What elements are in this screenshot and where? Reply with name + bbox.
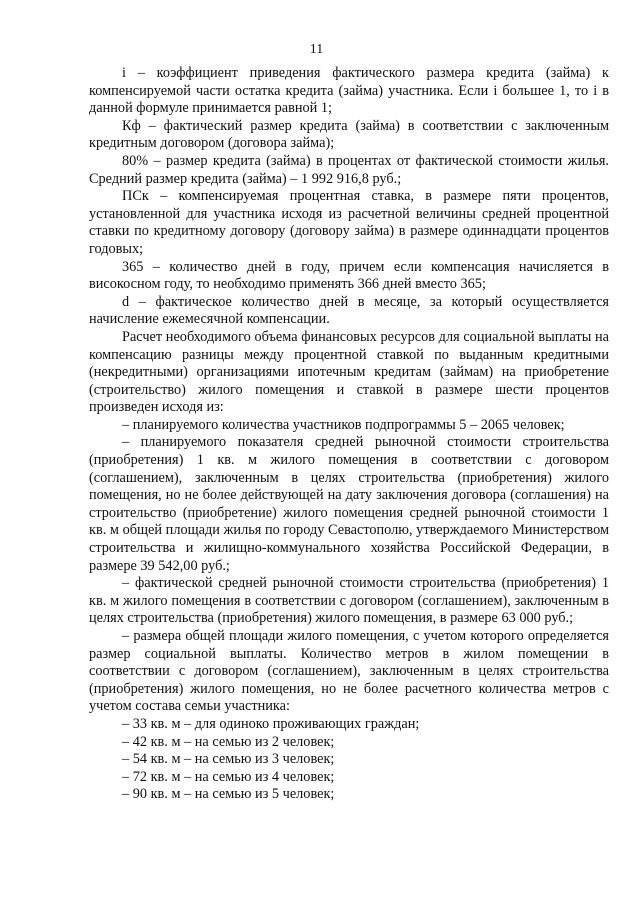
list-item-area-family-3: – 54 кв. м – на семью из 3 человек; <box>122 751 335 768</box>
paragraph-calculation-basis: Расчет необходимого объема финансовых ресурсов для социальной выплаты на компенсацию разницы между процентной ставкой по выданным кредитными (некредитными) организациями ипотечным кредитам (займам) на приобретение (строительство) жилого помещения и ставкой в размере шести процентов произведен исходя из: <box>89 328 609 416</box>
paragraph-d-days: d – фактическое количество дней в месяце, за который осуществляется начисление ежемесячной компенсации. <box>89 293 609 328</box>
list-item-area-family-5: – 90 кв. м – на семью из 5 человек; <box>122 786 335 803</box>
list-item-area-family-2: – 42 кв. м – на семью из 2 человек; <box>122 733 335 750</box>
paragraph-kf: Кф – фактический размер кредита (займа) в соответствии с заключенным кредитным договором (договора займа); <box>89 117 609 152</box>
list-item-total-area: – размера общей площади жилого помещения, с учетом которого определяется размер социальной выплаты. Количество метров в жилом помещении в соответствии с договором (соглашением), заключенным в целях строительства (приобретения) жилого помещения, но не более расчетного количества метров с учетом состава семьи участника: <box>89 628 609 715</box>
list-item-planned-market-cost: – планируемого показателя средней рыночной стоимости строительства (приобретения) 1 кв. м жилого помещения в соответствии с договором (соглашением), заключенным в целях строительства (приобретения) жилого помещения, но не более действующей на дату заключения договора (соглашения) на строительство (приобретение) жилого помещения средней рыночной стоимости 1 кв. м общей площади жилья по городу Севастополю, утверждаемого Министерством строительства и жилищно-коммунального хозяйства Российской Федерации, в размере 39 542,00 руб.; <box>89 434 609 574</box>
paragraph-coefficient-i: i – коэффициент приведения фактического размера кредита (займа) к компенсируемой части остатка кредита (займа) участника. Если i большее 1, то i в данной формуле принимается равной 1; <box>89 65 609 117</box>
list-item-area-family-4: – 72 кв. м – на семью из 4 человек; <box>122 768 335 785</box>
list-item-actual-market-cost: – фактической средней рыночной стоимости строительства (приобретения) 1 кв. м жилого помещения в соответствии с договором (соглашением), заключенным в целях строительства (приобретения) жилого помещения, в размере 63 000 руб.; <box>89 575 609 627</box>
list-item-area-single: – 33 кв. м – для одиноко проживающих граждан; <box>122 715 420 732</box>
document-body <box>89 65 609 804</box>
paragraph-psk: ПСк – компенсируемая процентная ставка, в размере пяти процентов, установленной для участника исходя из расчетной величины средней процентной ставки по кредитному договору (договору займа) в размере одиннадцати процентов годовых; <box>89 188 609 257</box>
page-number: 11 <box>309 42 324 57</box>
paragraph-80-percent: 80% – размер кредита (займа) в процентах от фактической стоимости жилья. Средний размер кредита (займа) – 1 992 916,8 руб.; <box>89 152 609 187</box>
list-item-participants: – планируемого количества участников подпрограммы 5 – 2065 человек; <box>122 416 565 433</box>
paragraph-365-days: 365 – количество дней в году, причем если компенсация начисляется в високосном году, то необходимо применять 366 дней вместо 365; <box>89 258 609 293</box>
